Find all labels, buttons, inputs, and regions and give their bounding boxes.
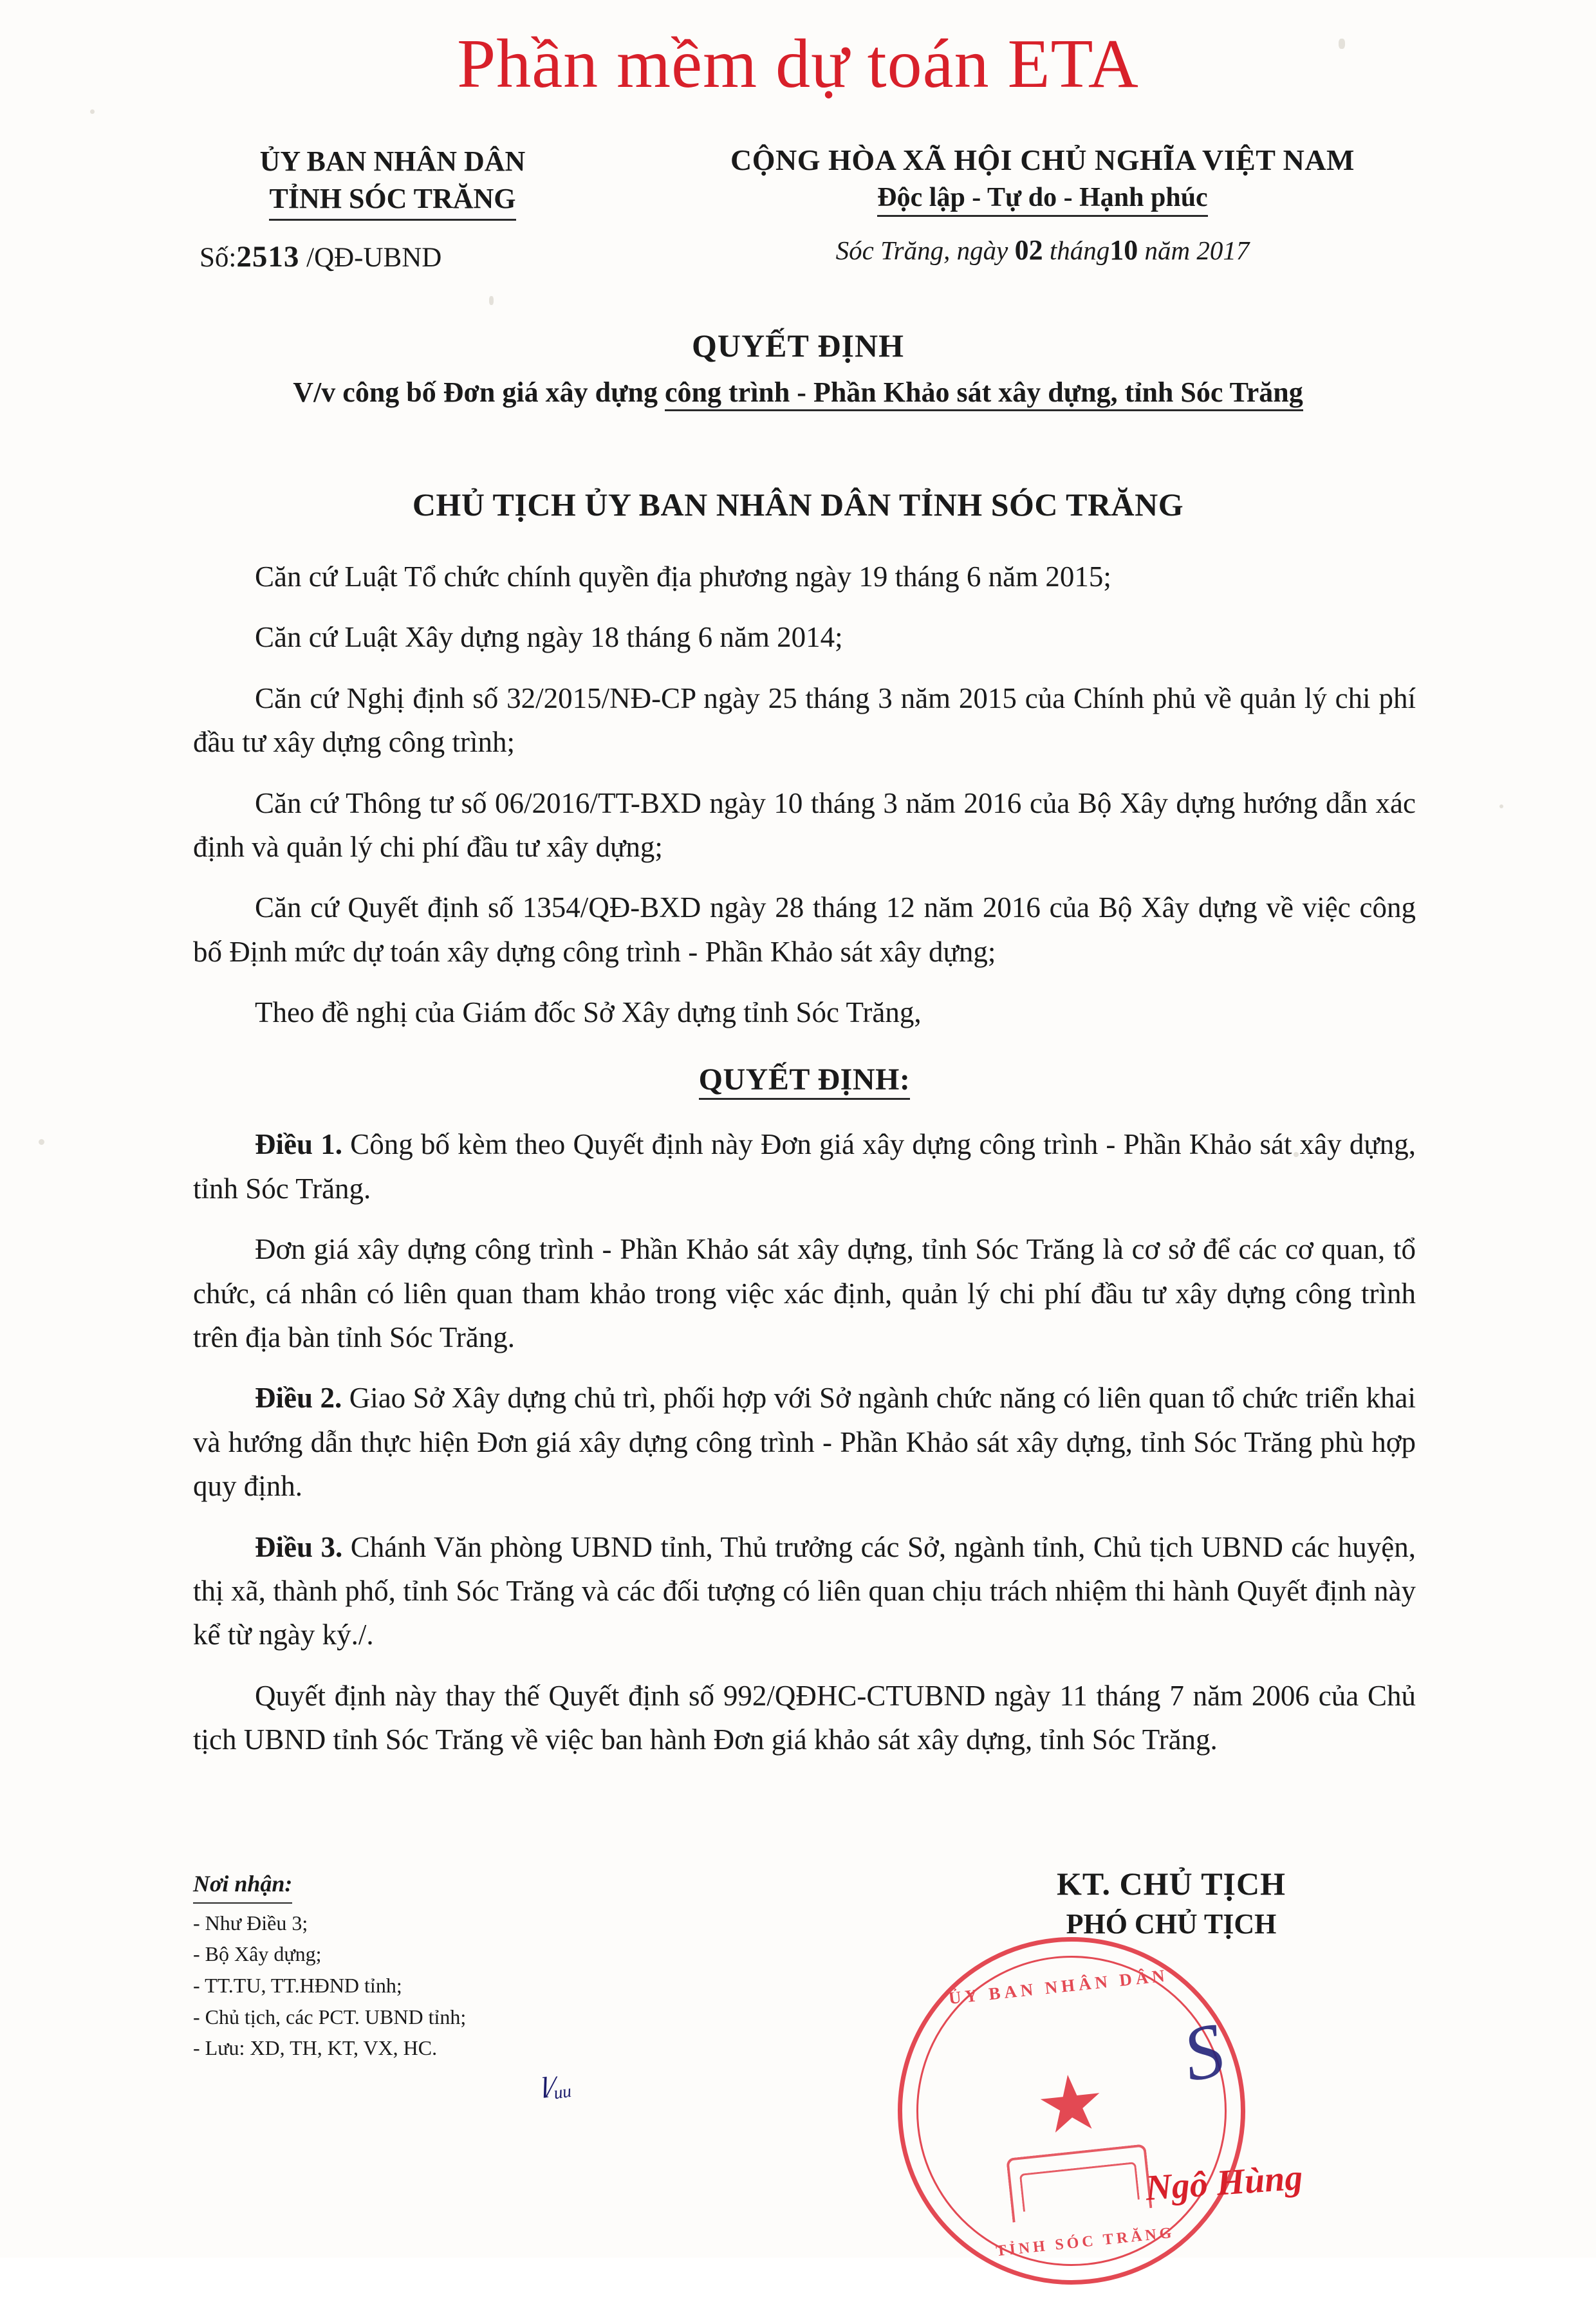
article-1-para2 [193, 1227, 1416, 1359]
preamble-item: Căn cứ Luật Xây dựng ngày 18 tháng 6 năm 2014; [255, 621, 843, 654]
document-title-block [0, 327, 1596, 409]
seal-top-text: ỦY BAN NHÂN DÂN [947, 1965, 1169, 2008]
recipients-title: Nơi nhận: [193, 1866, 292, 1904]
list-item: - Bộ Xây dựng; [193, 1942, 322, 1966]
handwritten-initials: l⁄ᵤᵤ [538, 2067, 573, 2105]
article-3-text: Chánh Văn phòng UBND tỉnh, Thủ trưởng các Sở, ngành tỉnh, Chủ tịch UBND các huyện, thị xã, thành phố, tỉnh Sóc Trăng và các đối tượng có liên quan chịu trách nhiệm thi hành Quyết định này kể từ ngày ký./. [193, 1530, 1416, 1651]
issuing-authority-line1: ỦY BAN NHÂN DÂN [259, 145, 526, 177]
preamble-item: Theo đề nghị của Giám đốc Sở Xây dựng tỉnh Sóc Trăng, [255, 996, 922, 1029]
article-1 [193, 1122, 1416, 1211]
article-3-label: Điều 3. [255, 1530, 343, 1563]
national-motto: Độc lập - Tự do - Hạnh phúc [877, 182, 1207, 217]
decide-heading [193, 1057, 1416, 1104]
signer-name: Ngô Hùng [1144, 2157, 1304, 2209]
list-item: - Chủ tịch, các PCT. UBND tỉnh; [193, 2005, 467, 2028]
document-subject [0, 376, 1596, 409]
list-item: - Lưu: XD, TH, KT, VX, HC. [193, 2036, 438, 2060]
document-number [200, 239, 441, 274]
place-date-line [650, 234, 1435, 266]
issuing-authority-block [193, 143, 592, 221]
handwritten-signature: S [1175, 2006, 1232, 2098]
article-closing-text: Quyết định này thay thế Quyết định số 992/QĐHC-CTUBND ngày 11 tháng 7 năm 2006 của Chủ tịch UBND tỉnh Sóc Trăng về việc ban hành Đơn giá khảo sát xây dựng, tỉnh Sóc Trăng. [193, 1679, 1416, 1756]
star-icon: ★ [1032, 2058, 1110, 2151]
seal-emblem-icon [1006, 2144, 1152, 2222]
article-1-label: Điều 1. [255, 1128, 342, 1161]
list-item: - Như Điều 3; [193, 1911, 308, 1935]
place-date-prefix: Sóc Trăng, ngày [835, 236, 1008, 265]
official-seal [880, 1920, 1262, 2301]
date-day: 02 [1014, 234, 1043, 266]
recipients-block [193, 1866, 682, 2064]
preamble-item: Căn cứ Luật Tổ chức chính quyền địa phương ngày 19 tháng 6 năm 2015; [255, 561, 1111, 593]
preamble-item: Căn cứ Quyết định số 1354/QĐ-BXD ngày 28 tháng 12 năm 2016 của Bộ Xây dựng về việc công bố Định mức dự toán xây dựng công trình - Phần Khảo sát xây dựng; [193, 891, 1416, 968]
so-label: Số: [200, 243, 237, 273]
article-1-para2-text: Đơn giá xây dựng công trình - Phần Khảo sát xây dựng, tỉnh Sóc Trăng là cơ sở để các cơ quan, tổ chức, cá nhân có liên quan tham khảo trong việc xác định, quản lý chi phí đầu tư xây dựng công trình trên địa bàn tỉnh Sóc Trăng. [193, 1233, 1416, 1354]
list-item: - TT.TU, TT.HĐND tỉnh; [193, 1973, 402, 1997]
signer-role-line2: PHÓ CHỦ TỊCH [1066, 1908, 1277, 1940]
scan-speck [39, 1139, 44, 1145]
so-number: 2513 [236, 240, 300, 274]
national-header-block [650, 143, 1435, 266]
recipients-list [193, 1908, 682, 2064]
decide-heading-text: QUYẾT ĐỊNH: [699, 1063, 911, 1100]
document-subject-prefix: V/v công bố Đơn giá xây dựng [293, 376, 665, 408]
scan-speck [489, 296, 494, 305]
deciding-authority: CHỦ TỊCH ỦY BAN NHÂN DÂN TỈNH SÓC TRĂNG [412, 487, 1184, 523]
date-year: 2017 [1196, 236, 1250, 265]
article-1-text: Công bố kèm theo Quyết định này Đơn giá xây dựng công trình - Phần Khảo sát xây dựng, tỉnh Sóc Trăng. [193, 1128, 1416, 1205]
article-3 [193, 1525, 1416, 1657]
article-closing [193, 1674, 1416, 1762]
signer-role-line1: KT. CHỦ TỊCH [1056, 1866, 1286, 1902]
document-title: QUYẾT ĐỊNH [692, 328, 904, 364]
watermark-text: Phần mềm dự toán ETA [457, 26, 1139, 102]
month-label: tháng [1049, 236, 1110, 265]
issuing-authority-line2: TỈNH SÓC TRĂNG [269, 180, 515, 221]
document-subject-underlined: công trình - Phần Khảo sát xây dựng, tỉnh Sóc Trăng [665, 376, 1303, 411]
document-body [193, 555, 1416, 1779]
article-2 [193, 1376, 1416, 1508]
preamble-item: Căn cứ Nghị định số 32/2015/NĐ-CP ngày 25 tháng 3 năm 2015 của Chính phủ về quản lý chi phí đầu tư xây dựng công trình; [193, 682, 1416, 759]
so-suffix: /QĐ-UBND [306, 243, 442, 273]
article-2-text: Giao Sở Xây dựng chủ trì, phối hợp với Sở ngành chức năng có liên quan tổ chức triển khai và hướng dẫn thực hiện Đơn giá xây dựng công trình - Phần Khảo sát xây dựng, tỉnh Sóc Trăng phù hợp quy định. [193, 1382, 1416, 1503]
scan-speck [90, 109, 95, 114]
scan-speck [1499, 804, 1503, 808]
preamble-item: Căn cứ Thông tư số 06/2016/TT-BXD ngày 10 tháng 3 năm 2016 của Bộ Xây dựng hướng dẫn xác định và quản lý chi phí đầu tư xây dựng; [193, 786, 1416, 863]
article-2-label: Điều 2. [255, 1382, 342, 1415]
signature-block [920, 1865, 1422, 1940]
year-label: năm [1144, 236, 1191, 265]
country-name: CỘNG HÒA XÃ HỘI CHỦ NGHĨA VIỆT NAM [730, 144, 1355, 176]
date-month: 10 [1109, 234, 1138, 266]
seal-bottom-text: TỈNH SÓC TRĂNG [995, 2224, 1176, 2260]
